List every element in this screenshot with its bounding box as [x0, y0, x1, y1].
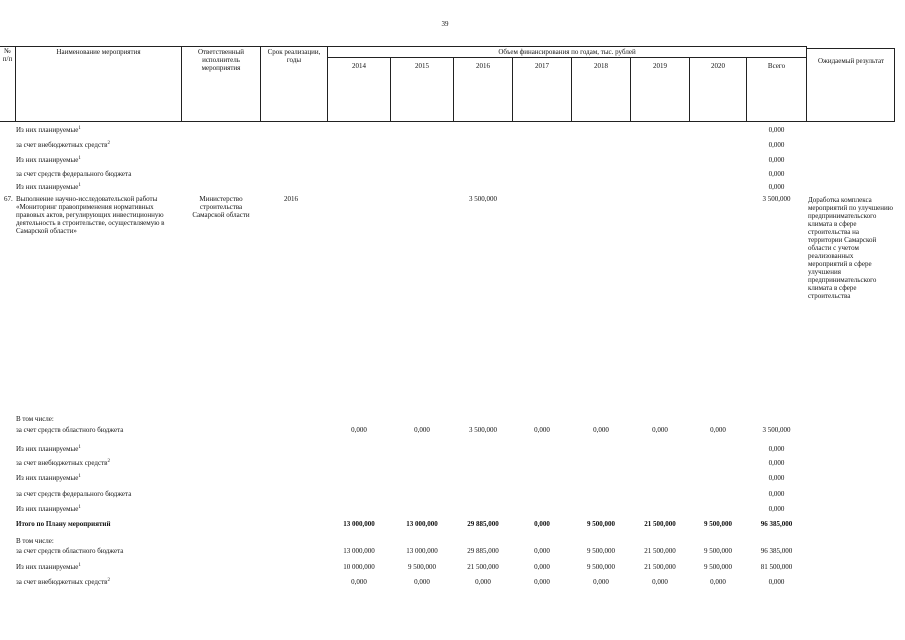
row-total: 0,000 [768, 170, 785, 178]
header-top-rule [0, 46, 807, 47]
page-number: 39 [441, 20, 449, 28]
result-top-rule [807, 48, 895, 49]
cell-value: 0,000 [593, 426, 609, 434]
total-grand: 96 385,000 [760, 520, 793, 528]
col-divider [327, 46, 328, 122]
header-bottom-rule [0, 121, 807, 122]
cell-value: 0,000 [351, 426, 367, 434]
row-total: 0,000 [768, 126, 785, 134]
cell-value: 0,000 [475, 578, 491, 586]
col-divider [806, 46, 807, 122]
row-label: В том числе: [16, 537, 54, 545]
cell-value: 0,000 [710, 578, 726, 586]
col-divider [181, 46, 182, 122]
cell-total: 0,000 [768, 474, 785, 482]
cell-value: 9 500,000 [704, 547, 732, 555]
total-value: 9 500,000 [704, 520, 732, 528]
total-value: 21 500,000 [644, 520, 676, 528]
result-bottom-rule [807, 121, 895, 122]
cell-value: 21 500,000 [644, 563, 676, 571]
header-year: 2014 [352, 62, 366, 70]
row-label: Из них планируемые$^1$ [16, 563, 81, 571]
item-term: 2016 [284, 195, 298, 203]
cell-value: 0,000 [351, 578, 367, 586]
row-label: за счет внебюджетных средств$^2$ [16, 578, 110, 586]
cell-value: 0,000 [534, 578, 550, 586]
cell-value: 10 000,000 [343, 563, 375, 571]
cell-value: 13 000,000 [343, 547, 375, 555]
col-divider [894, 48, 895, 122]
cell-value: 9 500,000 [587, 547, 615, 555]
cell-value: 13 000,000 [406, 547, 438, 555]
total-value: 9 500,000 [587, 520, 615, 528]
item-result: Доработка комплекса мероприятий по улучшению предпринимательского климата в сфере строительства на территории Самарской области с учетом реализованных мероприятий в сфере улучшения предпринимательского климата в сфере строительства [808, 196, 893, 300]
row-label: за счет внебюджетных средств$^2$ [16, 459, 110, 467]
total-row-label: Итого по Плану мероприятий [16, 520, 111, 528]
header-year: 2015 [415, 62, 429, 70]
cell-total: 3 500,000 [762, 426, 791, 434]
item-number: 67. [4, 195, 13, 203]
header-year: 2017 [535, 62, 549, 70]
cell-total: 0,000 [768, 578, 785, 586]
cell-value: 21 500,000 [467, 563, 499, 571]
row-label: за счет средств федерального бюджета [16, 170, 132, 178]
row-label: за счет средств областного бюджета [16, 547, 124, 555]
cell-value: 9 500,000 [704, 563, 732, 571]
row-label: за счет внебюджетных средств$^2$ [16, 141, 110, 149]
header-name: Наименование мероприятия [56, 48, 141, 56]
row-total: 0,000 [768, 141, 785, 149]
header-funding: Объем финансирования по годам, тыс. рублей [498, 48, 636, 56]
cell-total: 81 500,000 [760, 563, 793, 571]
cell-value: 0,000 [534, 547, 550, 555]
row-total: 0,000 [768, 183, 785, 191]
row-label: Из них планируемые$^1$ [16, 156, 81, 164]
cell-value: 9 500,000 [408, 563, 436, 571]
cell-total: 0,000 [768, 490, 785, 498]
header-num: № п/п [2, 47, 13, 63]
row-label: за счет средств областного бюджета [16, 426, 124, 434]
total-value: 29 885,000 [467, 520, 499, 528]
row-label: Из них планируемые$^1$ [16, 126, 81, 134]
cell-value: 21 500,000 [644, 547, 676, 555]
cell-value: 0,000 [534, 426, 550, 434]
row-label: Из них планируемые$^1$ [16, 445, 81, 453]
cell-value: 0,000 [593, 578, 609, 586]
row-total: 0,000 [768, 156, 785, 164]
item-responsible: Министерство строительства Самарской области [192, 195, 250, 219]
header-year: 2020 [711, 62, 725, 70]
header-total: Всего [767, 62, 786, 70]
cell-total: 96 385,000 [760, 547, 793, 555]
header-year: 2019 [653, 62, 667, 70]
cell-value: 0,000 [652, 426, 668, 434]
header-year: 2016 [476, 62, 490, 70]
total-value: 0,000 [534, 520, 550, 528]
row-label: за счет средств федерального бюджета [16, 490, 132, 498]
cell-value: 0,000 [414, 578, 430, 586]
funding-subheader-rule [327, 57, 806, 58]
row-label: Из них планируемые$^1$ [16, 474, 81, 482]
row-label: Из них планируемые$^1$ [16, 505, 81, 513]
cell-value: 29 885,000 [467, 547, 499, 555]
total-value: 13 000,000 [343, 520, 375, 528]
header-year: 2018 [594, 62, 608, 70]
cell-value: 0,000 [710, 426, 726, 434]
cell-total: 0,000 [768, 459, 785, 467]
cell-value: 9 500,000 [587, 563, 615, 571]
row-label: В том числе: [16, 415, 54, 423]
header-responsible: Ответственный исполнитель мероприятия [197, 48, 245, 72]
cell-total: 0,000 [768, 445, 785, 453]
total-value: 13 000,000 [406, 520, 438, 528]
cell-value: 0,000 [534, 563, 550, 571]
item-name: Выполнение научно-исследовательской работы «Мониторинг правоприменения нормативных правовых актов, регулирующих инвестиционную деятельность в строительстве, осуществляемую в Самарской области» [16, 195, 165, 235]
col-divider [15, 46, 16, 122]
header-term: Срок реализации, годы [267, 48, 321, 64]
row-label: Из них планируемые$^1$ [16, 183, 81, 191]
cell-value: 3 500,000 [469, 426, 497, 434]
item-2016-value: 3 500,000 [469, 195, 497, 203]
cell-total: 0,000 [768, 505, 785, 513]
cell-value: 0,000 [652, 578, 668, 586]
header-result: Ожидаемый результат [817, 57, 885, 65]
item-total: 3 500,000 [762, 195, 791, 203]
cell-value: 0,000 [414, 426, 430, 434]
